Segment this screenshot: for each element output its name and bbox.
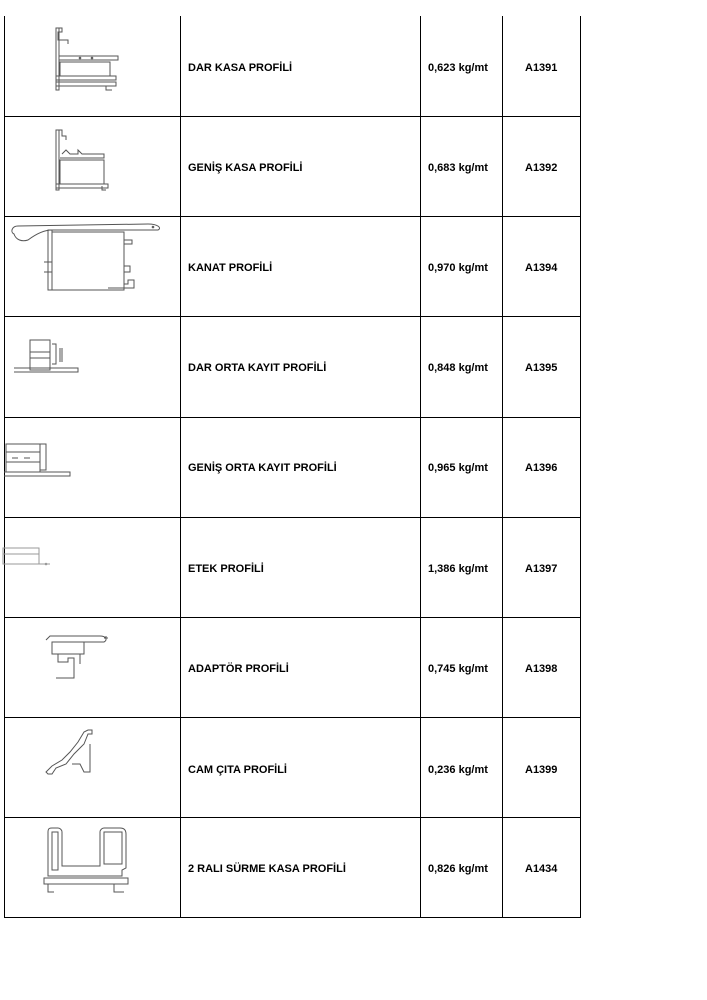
profile-code: A1399 — [525, 764, 558, 776]
row-divider — [4, 316, 581, 317]
table-border-right — [580, 16, 581, 918]
etek-profile-drawing-icon — [2, 544, 54, 570]
profile-code: A1396 — [525, 462, 558, 474]
kanat-profile-drawing-icon — [8, 222, 168, 294]
profile-code: A1395 — [525, 362, 558, 374]
profile-weight: 0,236 kg/mt — [428, 764, 488, 776]
profile-weight: 1,386 kg/mt — [428, 563, 488, 575]
row-divider — [4, 216, 581, 217]
profile-name: ETEK PROFİLİ — [188, 563, 264, 575]
adaptor-profile-drawing-icon — [44, 634, 114, 682]
profile-code: A1394 — [525, 262, 558, 274]
row-divider — [4, 116, 581, 117]
profile-name: DAR ORTA KAYIT PROFİLİ — [188, 362, 327, 374]
row-divider — [4, 417, 581, 418]
profile-name: 2 RALI SÜRME KASA PROFİLİ — [188, 863, 346, 875]
profile-code: A1398 — [525, 663, 558, 675]
profile-name: GENİŞ KASA PROFİLİ — [188, 162, 303, 174]
profile-weight: 0,965 kg/mt — [428, 462, 488, 474]
profile-name: CAM ÇITA PROFİLİ — [188, 764, 287, 776]
row-divider — [4, 517, 581, 518]
profile-name: DAR KASA PROFİLİ — [188, 62, 293, 74]
genis-orta-kayit-profile-drawing-icon — [4, 440, 72, 482]
profile-code: A1392 — [525, 162, 558, 174]
profile-weight: 0,826 kg/mt — [428, 863, 488, 875]
profile-code: A1391 — [525, 62, 558, 74]
profile-weight: 0,848 kg/mt — [428, 362, 488, 374]
dar-kasa-profile-drawing-icon — [50, 26, 122, 96]
row-divider — [4, 817, 581, 818]
profile-weight: 0,683 kg/mt — [428, 162, 488, 174]
cam-cita-profile-drawing-icon — [44, 728, 98, 780]
row-divider — [4, 617, 581, 618]
profile-name: GENİŞ ORTA KAYIT PROFİLİ — [188, 462, 337, 474]
table-divider-weight-code — [502, 16, 503, 918]
table-divider-image-name — [180, 16, 181, 918]
profile-name: ADAPTÖR PROFİLİ — [188, 663, 289, 675]
profile-weight: 0,745 kg/mt — [428, 663, 488, 675]
dar-orta-kayit-profile-drawing-icon — [12, 338, 80, 378]
profile-code: A1397 — [525, 563, 558, 575]
genis-kasa-profile-drawing-icon — [52, 128, 112, 192]
profile-weight: 0,970 kg/mt — [428, 262, 488, 274]
profile-name: KANAT PROFİLİ — [188, 262, 273, 274]
surme-kasa-profile-drawing-icon — [44, 826, 132, 896]
table-border-bottom — [4, 917, 581, 918]
row-divider — [4, 717, 581, 718]
profile-weight: 0,623 kg/mt — [428, 62, 488, 74]
table-divider-name-weight — [420, 16, 421, 918]
profile-code: A1434 — [525, 863, 558, 875]
